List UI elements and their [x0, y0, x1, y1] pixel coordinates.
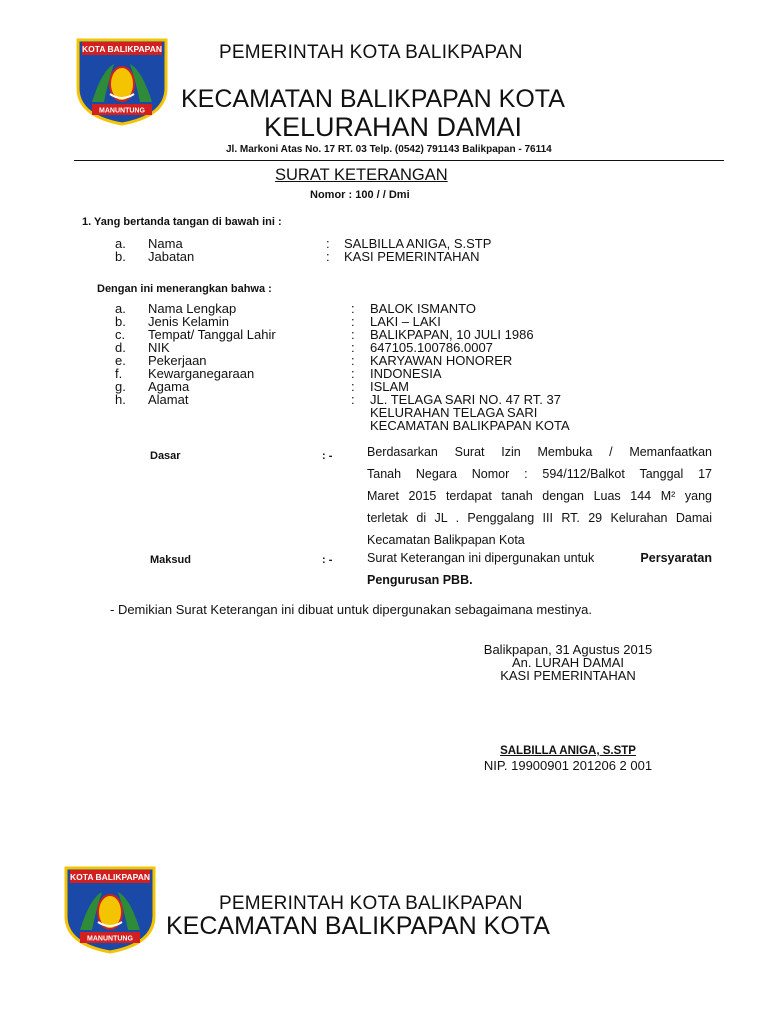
logo-top-text: KOTA BALIKPAPAN	[82, 44, 162, 54]
maksud-line2-bold: Pengurusan PBB.	[367, 573, 473, 587]
signer-name-value: SALBILLA ANIGA, S.STP	[344, 236, 492, 251]
dasar-line: terletak di JL . Penggalang III RT. 29 Kelurahan Damai	[367, 511, 712, 525]
dasar-label: Dasar	[150, 450, 181, 462]
maksud-text	[367, 547, 712, 591]
signature-name	[448, 745, 688, 757]
footer-header-kecamatan: KECAMATAN BALIKPAPAN KOTA	[166, 912, 550, 940]
header-gov: PEMERINTAH KOTA BALIKPAPAN	[219, 42, 523, 63]
subject-birth-value: BALIKPAPAN, 10 JULI 1986	[370, 327, 534, 342]
subject-religion-value: ISLAM	[370, 379, 410, 394]
signer-position-colon: :	[326, 249, 330, 264]
dasar-line: Berdasarkan Surat Izin Membuka / Memanfaatkan	[367, 445, 712, 459]
signer-row-letter: b.	[115, 249, 126, 264]
subject-job-value: KARYAWAN HONORER	[370, 353, 513, 368]
section1-intro: 1. Yang bertanda tangan di bawah ini :	[82, 216, 282, 228]
subject-row-letter: a.	[115, 301, 126, 316]
dasar-line: Kecamatan Balikpapan Kota	[367, 533, 525, 547]
subject-job-colon: :	[351, 353, 355, 368]
signer-row-letter: a.	[115, 236, 126, 251]
subject-row-letter: b.	[115, 314, 126, 329]
closing-statement: - Demikian Surat Keterangan ini dibuat untuk dipergunakan sebagaimana mestinya.	[110, 602, 593, 617]
subject-nationality-value: INDONESIA	[370, 366, 442, 381]
logo-top-text: KOTA BALIKPAPAN	[70, 872, 150, 882]
subject-address-value: JL. TELAGA SARI NO. 47 RT. 37	[370, 392, 561, 407]
subject-name-colon: :	[351, 301, 355, 316]
document-title: SURAT KETERANGAN	[275, 166, 448, 184]
header-address: Jl. Markoni Atas No. 17 RT. 03 Telp. (0542) 791143 Balikpapan - 76114	[226, 144, 552, 155]
city-emblem-logo	[74, 36, 170, 131]
logo-bottom-text: MANUNTUNG	[99, 107, 145, 115]
subject-row-letter: e.	[115, 353, 126, 368]
header-kelurahan: KELURAHAN DAMAI	[264, 112, 523, 142]
section2-intro: Dengan ini menerangkan bahwa :	[97, 283, 272, 295]
subject-birth-label: Tempat/ Tanggal Lahir	[148, 327, 276, 342]
subject-row-letter: c.	[115, 327, 126, 342]
subject-religion-label: Agama	[148, 379, 190, 394]
dasar-line: Tanah Negara Nomor : 594/112/Balkot Tanggal 17	[367, 467, 712, 481]
signature-nip: NIP. 19900901 201206 2 001	[483, 758, 653, 773]
subject-gender-label: Jenis Kelamin	[148, 314, 229, 329]
subject-address-line2: KELURAHAN TELAGA SARI	[370, 405, 538, 420]
maksud-line1: Surat Keterangan ini dipergunakan untuk	[367, 551, 595, 565]
subject-address-label: Alamat	[148, 392, 189, 407]
signature-name-text: SALBILLA ANIGA, S.STP	[500, 745, 636, 757]
signer-position-value: KASI PEMERINTAHAN	[344, 249, 480, 264]
header-kecamatan: KECAMATAN BALIKPAPAN KOTA	[181, 85, 565, 113]
subject-nationality-label: Kewarganegaraan	[148, 366, 255, 381]
signature-place-date: Balikpapan, 31 Agustus 2015	[483, 642, 653, 657]
subject-name-value: BALOK ISMANTO	[370, 301, 476, 316]
subject-address-colon: :	[351, 392, 355, 407]
subject-gender-value: LAKI – LAKI	[370, 314, 441, 329]
signer-name-colon: :	[326, 236, 330, 251]
signer-position-label: Jabatan	[148, 249, 195, 264]
dasar-separator: : -	[322, 450, 333, 462]
subject-nik-label: NIK	[148, 340, 170, 355]
signature-position: KASI PEMERINTAHAN	[500, 668, 636, 683]
subject-row-letter: d.	[115, 340, 126, 355]
maksud-separator: : -	[322, 554, 333, 566]
subject-nationality-colon: :	[351, 366, 355, 381]
subject-address-line3: KECAMATAN BALIKPAPAN KOTA	[370, 418, 570, 433]
subject-gender-colon: :	[351, 314, 355, 329]
maksud-label: Maksud	[150, 554, 191, 566]
logo-bottom-text: MANUNTUNG	[87, 935, 133, 943]
subject-row-letter: f.	[115, 366, 123, 381]
signature-on-behalf: An. LURAH DAMAI	[512, 655, 624, 670]
subject-name-label: Nama Lengkap	[148, 301, 237, 316]
maksud-line1-bold: Persyaratan	[640, 551, 712, 565]
subject-row-letter: g.	[115, 379, 126, 394]
dasar-line: Maret 2015 terdapat tanah dengan Luas 144 M² yang	[367, 489, 712, 503]
city-emblem-logo	[62, 864, 158, 959]
document-number: Nomor : 100 / / Dmi	[310, 189, 410, 201]
subject-row-letter: h.	[115, 392, 126, 407]
subject-job-label: Pekerjaan	[148, 353, 207, 368]
subject-nik-colon: :	[351, 340, 355, 355]
signer-name-label: Nama	[148, 236, 183, 251]
subject-birth-colon: :	[351, 327, 355, 342]
subject-religion-colon: :	[351, 379, 355, 394]
header-divider	[74, 160, 724, 161]
footer-header-gov: PEMERINTAH KOTA BALIKPAPAN	[219, 893, 523, 914]
subject-nik-value: 647105.100786.0007	[370, 340, 493, 355]
dasar-text	[367, 441, 712, 551]
